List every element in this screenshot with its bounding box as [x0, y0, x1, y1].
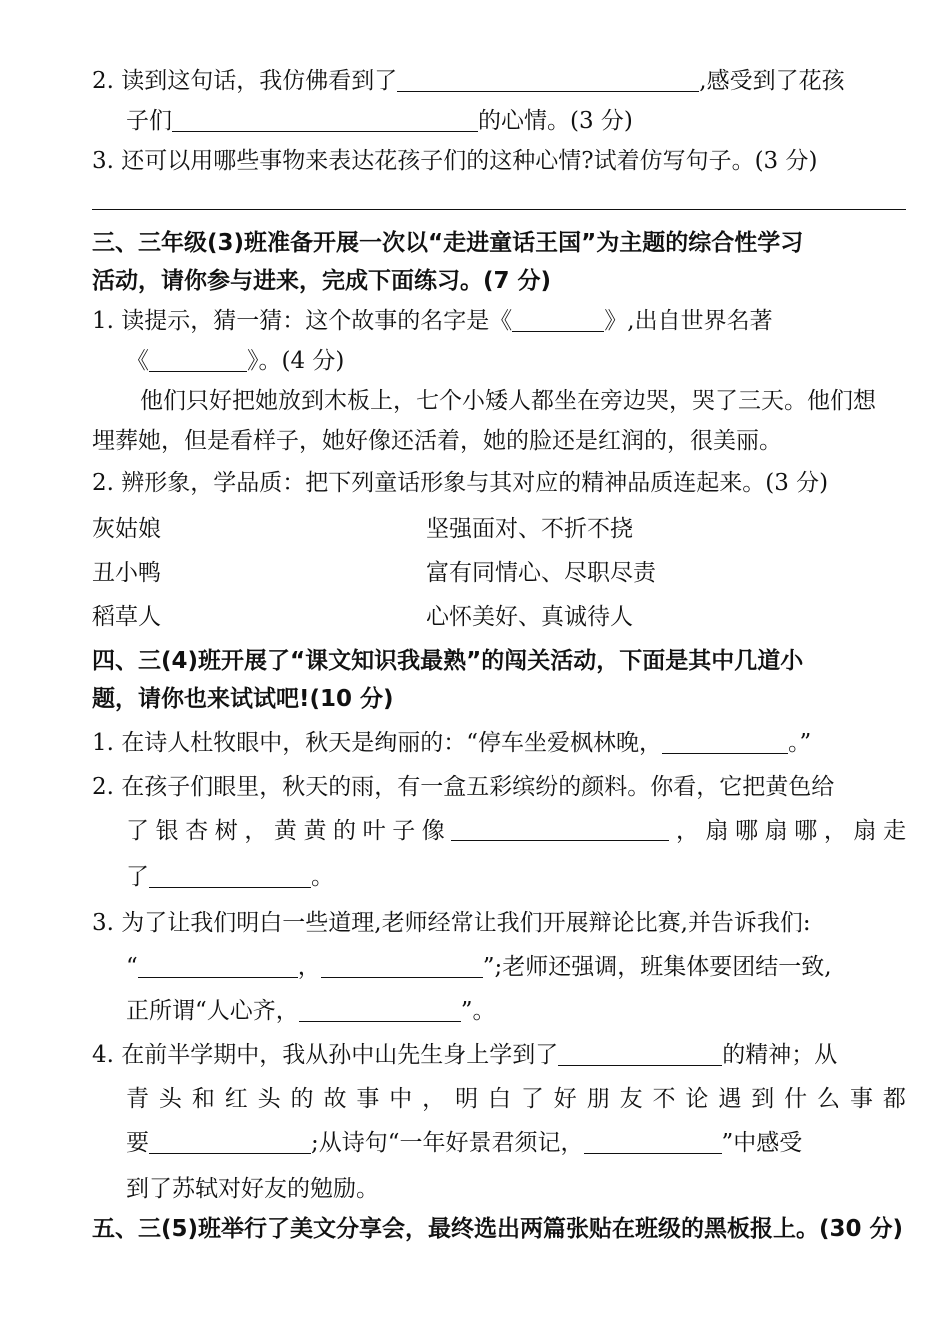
- s3-q1-line2: 《 》。(4 分): [126, 348, 345, 374]
- s4-q3-line2: “ ， ”;老师还强调，班集体要团结一致,: [126, 954, 832, 980]
- s3-heading-1: 三、三年级(3)班准备开展一次以“走进童话王国”为主题的综合性学习: [92, 230, 804, 256]
- answer-blank[interactable]: [451, 816, 669, 841]
- s4-q4-line1: 4. 在前半学期中，我从孙中山先生身上学到了 的精神；从: [92, 1042, 838, 1068]
- character-item[interactable]: 灰姑娘: [92, 516, 161, 542]
- answer-blank[interactable]: [558, 1041, 722, 1066]
- book-name-blank[interactable]: [149, 347, 247, 372]
- answer-blank[interactable]: [584, 1129, 722, 1154]
- s4-q2-line1: 2. 在孩子们眼里，秋天的雨，有一盒五彩缤纷的颜料。你看，它把黄色给: [92, 774, 835, 800]
- quality-item[interactable]: 心怀美好、真诚待人: [426, 604, 633, 630]
- character-item[interactable]: 稻草人: [92, 604, 161, 630]
- s4-heading-1: 四、三(4)班开展了“课文知识我最熟”的闯关活动，下面是其中几道小: [92, 648, 804, 674]
- s4-heading-2: 题，请你也来试试吧!(10 分): [92, 686, 394, 712]
- s3-passage-2: 埋葬她，但是看样子，她好像还活着，她的脸还是红润的，很美丽。: [92, 428, 782, 454]
- s4-q4-line3: 要 ;从诗句“一年好景君须记， ”中感受: [126, 1130, 803, 1156]
- s3-q2: 2. 辨形象，学品质：把下列童话形象与其对应的精神品质连起来。(3 分): [92, 470, 829, 496]
- answer-line[interactable]: [92, 209, 906, 210]
- s4-q2-line3: 了 。: [126, 864, 334, 890]
- answer-blank[interactable]: [321, 953, 483, 978]
- s3-passage-1: 他们只好把她放到木板上，七个小矮人都坐在旁边哭，哭了三天。他们想: [140, 388, 876, 414]
- s2-q2-line1: 2. 读到这句话，我仿佛看到了 ,感受到了花孩: [92, 68, 845, 94]
- s4-q3-line3: 正所谓“人心齐， ”。: [126, 998, 496, 1024]
- s2-q3: 3. 还可以用哪些事物来表达花孩子们的这种心情?试着仿写句子。(3 分): [92, 148, 818, 174]
- character-item[interactable]: 丑小鸭: [92, 560, 161, 586]
- answer-blank[interactable]: [662, 729, 788, 754]
- s3-q1-line1: 1. 读提示，猜一猜：这个故事的名字是《 》,出自世界名著: [92, 308, 773, 334]
- answer-blank[interactable]: [149, 1129, 311, 1154]
- s5-heading: 五、三(5)班举行了美文分享会，最终选出两篇张贴在班级的黑板报上。(30 分): [92, 1216, 904, 1242]
- quality-item[interactable]: 坚强面对、不折不挠: [426, 516, 633, 542]
- quality-item[interactable]: 富有同情心、尽职尽责: [426, 560, 656, 586]
- story-name-blank[interactable]: [512, 307, 604, 332]
- answer-blank[interactable]: [397, 67, 699, 92]
- answer-blank[interactable]: [299, 997, 461, 1022]
- answer-blank[interactable]: [149, 863, 311, 888]
- s4-q2-line2: 了 银 杏 树 ， 黄 黄 的 叶 子 像 ， 扇 哪 扇 哪 ， 扇 走: [126, 818, 906, 844]
- s4-q4-line2: 青 头 和 红 头 的 故 事 中 ， 明 白 了 好 朋 友 不 论 遇 到 什 么 事 都: [126, 1086, 906, 1112]
- s3-heading-2: 活动，请你参与进来，完成下面练习。(7 分): [92, 268, 552, 294]
- answer-blank[interactable]: [138, 953, 298, 978]
- answer-blank[interactable]: [172, 107, 478, 132]
- s4-q4-line4: 到了苏轼对好友的勉励。: [126, 1176, 379, 1202]
- s4-q3-line1: 3. 为了让我们明白一些道理,老师经常让我们开展辩论比赛,并告诉我们:: [92, 910, 811, 936]
- s4-q1: 1. 在诗人杜牧眼中，秋天是绚丽的：“停车坐爱枫林晚， 。”: [92, 730, 812, 756]
- s2-q2-line2: 子们 的心情。(3 分): [126, 108, 633, 134]
